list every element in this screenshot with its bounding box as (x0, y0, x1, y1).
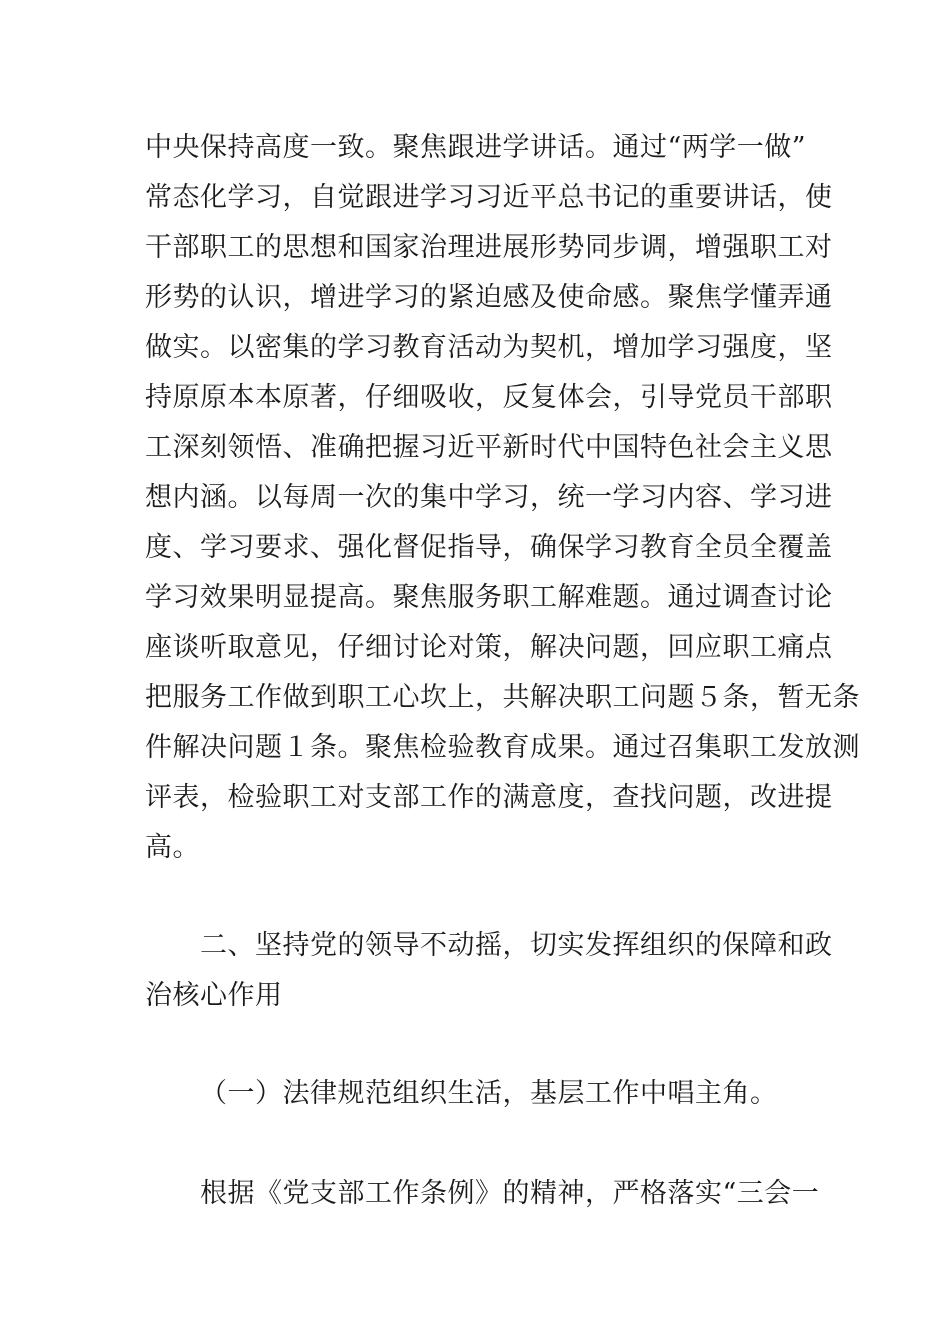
paragraph-line: 高。 (145, 832, 200, 863)
paragraph-line: 持原原本本原著，仔细吸收，反复体会，引导党员干部职 (145, 382, 833, 413)
heading-line: 治核心作用 (145, 980, 283, 1011)
paragraph-line: 做实。以密集的学习教育活动为契机，增加学习强度，坚 (145, 332, 833, 363)
heading-line: 二、坚持党的领导不动摇，切实发挥组织的保障和政 (200, 930, 833, 961)
paragraph-line: 把服务工作做到职工心坎上，共解决职工问题５条，暂无条 (145, 682, 860, 713)
paragraph-line: 形势的认识，增进学习的紧迫感及使命感。聚焦学懂弄通 (145, 282, 833, 313)
paragraph-line: 件解决问题１条。聚焦检验教育成果。通过召集职工发放测 (145, 732, 860, 763)
paragraph-line: 干部职工的思想和国家治理进展形势同步调，增强职工对 (145, 232, 833, 263)
paragraph-line: 常态化学习，自觉跟进学习习近平总书记的重要讲话，使 (145, 182, 833, 213)
paragraph-line: 座谈听取意见，仔细讨论对策，解决问题，回应职工痛点 (145, 632, 833, 663)
paragraph-line: 想内涵。以每周一次的集中学习，统一学习内容、学习进 (145, 482, 833, 513)
subsection-heading: （一）法律规范组织生活，基层工作中唱主角。 (200, 1078, 778, 1109)
paragraph-line: 工深刻领悟、准确把握习近平新时代中国特色社会主义思 (145, 432, 833, 463)
paragraph-line: 评表，检验职工对支部工作的满意度，查找问题，改进提 (145, 782, 833, 813)
paragraph-line: 学习效果明显提高。聚焦服务职工解难题。通过调查讨论 (145, 582, 833, 613)
paragraph-line: 中央保持高度一致。聚焦跟进学讲话。通过“两学一做” (145, 132, 807, 163)
paragraph-line: 根据《党支部工作条例》的精神，严格落实“三会一 (200, 1178, 820, 1209)
paragraph-line: 度、学习要求、强化督促指导，确保学习教育全员全覆盖 (145, 532, 833, 563)
